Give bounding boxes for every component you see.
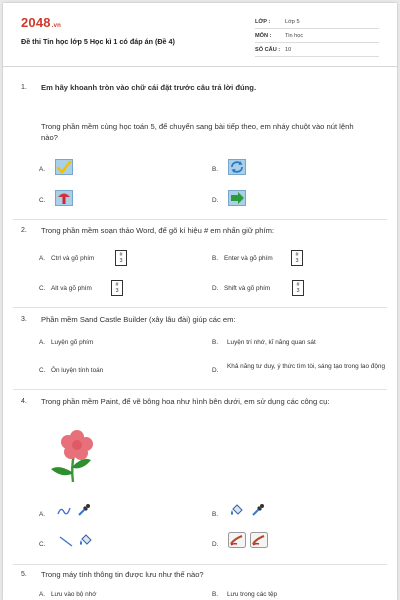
key-top: # <box>295 252 299 258</box>
question-text: Trong phần mềm cùng học toán 5, để chuyển sang bài tiếp theo, em nháy chuột vào nút lệnh nào? <box>41 122 354 142</box>
option-text: Ôn luyện tính toán <box>51 367 104 374</box>
brush-icon <box>228 532 246 553</box>
option-letter: C. <box>39 367 46 374</box>
option-letter: B. <box>212 591 219 598</box>
question-text: Trong phần mềm Paint, để vẽ bông hoa như hình bên dưới, em sử dụng các công cụ: <box>41 397 330 406</box>
option-letter: D. <box>212 367 219 374</box>
divider <box>13 307 387 308</box>
meta-value: Tin học <box>285 33 304 39</box>
option-letter: B. <box>212 166 219 173</box>
option-letter: B. <box>212 255 219 262</box>
meta-row-subject <box>255 29 379 43</box>
question-number: 1. <box>21 84 27 91</box>
question-number: 5. <box>21 571 27 578</box>
key-bottom: 3 <box>119 258 123 264</box>
meta-row-count <box>255 43 379 57</box>
option-text: Lưu trong các tệp <box>227 591 278 598</box>
exam-meta-table <box>255 15 379 57</box>
question-text: Trong máy tính thông tin được lưu như thế nào? <box>41 570 204 579</box>
question-number: 4. <box>21 398 27 405</box>
option-letter: A. <box>39 166 46 173</box>
divider <box>13 564 387 565</box>
option-text: Khả năng tư duy, ý thức tìm tòi, sáng tạo trong lao động <box>227 363 386 370</box>
meta-label: MÔN : <box>255 33 272 39</box>
option-letter: A. <box>39 339 46 346</box>
option-letter: C. <box>39 541 46 548</box>
option-text: Shift và gõ phím <box>224 285 271 292</box>
option-letter: C. <box>39 285 46 292</box>
option-text: Luyện gõ phím <box>51 339 94 346</box>
key-top: # <box>115 282 119 288</box>
mushroom-icon <box>55 190 73 206</box>
option-text: Lưu vào bộ nhớ <box>51 591 97 598</box>
key-3-hash-icon <box>111 280 123 296</box>
curve-tool-icon <box>57 504 71 523</box>
question-text: Trong phần mềm soạn thảo Word, để gõ kí hiệu # em nhấn giữ phím: <box>41 226 275 235</box>
color-picker-icon <box>77 503 91 522</box>
exam-title: Đề thi Tin học lớp 5 Học kì 1 có đáp án (Đề 4) <box>21 37 175 46</box>
key-3-hash-icon <box>292 280 304 296</box>
exam-header <box>3 3 397 67</box>
site-logo[interactable] <box>21 15 61 30</box>
key-bottom: 3 <box>295 258 299 264</box>
option-text: Ctrl và gõ phím <box>51 255 95 262</box>
key-top: # <box>296 282 300 288</box>
meta-row-class <box>255 15 379 29</box>
line-tool-icon <box>59 534 73 553</box>
fill-bucket-icon <box>79 533 93 552</box>
flower-image <box>47 426 107 486</box>
checkmark-icon <box>55 159 73 175</box>
meta-label: LỚP : <box>255 19 271 25</box>
refresh-icon <box>228 159 246 175</box>
option-letter: B. <box>212 339 219 346</box>
color-picker-icon <box>251 503 265 522</box>
option-letter: D. <box>212 285 219 292</box>
option-letter: B. <box>212 511 219 518</box>
option-letter: A. <box>39 255 46 262</box>
meta-label: SỐ CÂU : <box>255 47 281 53</box>
key-bottom: 3 <box>296 288 300 294</box>
logo-suffix: .vn <box>51 23 62 29</box>
divider <box>13 219 387 220</box>
next-arrow-icon <box>228 190 246 206</box>
question-number: 3. <box>21 316 27 323</box>
meta-value: 10 <box>285 47 292 53</box>
question-instruction: Em hãy khoanh tròn vào chữ cái đặt trước câu trả lời đúng. <box>41 83 257 92</box>
key-3-hash-icon <box>291 250 303 266</box>
key-3-hash-icon <box>115 250 127 266</box>
meta-value: Lớp 5 <box>285 19 300 25</box>
option-letter: A. <box>39 511 46 518</box>
divider <box>13 389 387 390</box>
question-text: Phần mềm Sand Castle Builder (xây lâu đài) giúp các em: <box>41 315 236 324</box>
option-letter: C. <box>39 197 46 204</box>
option-letter: A. <box>39 591 46 598</box>
logo-text: 2048 <box>21 15 51 30</box>
option-letter: D. <box>212 197 219 204</box>
option-text: Alt và gõ phím <box>51 285 92 292</box>
option-letter: D. <box>212 541 219 548</box>
option-text: Enter và gõ phím <box>224 255 273 262</box>
exam-page <box>3 3 397 600</box>
brush-icon <box>250 532 268 553</box>
key-top: # <box>119 252 123 258</box>
fill-bucket-icon <box>230 503 244 522</box>
question-number: 2. <box>21 227 27 234</box>
key-bottom: 3 <box>115 288 119 294</box>
option-text: Luyện trí nhớ, kĩ năng quan sát <box>227 339 316 346</box>
